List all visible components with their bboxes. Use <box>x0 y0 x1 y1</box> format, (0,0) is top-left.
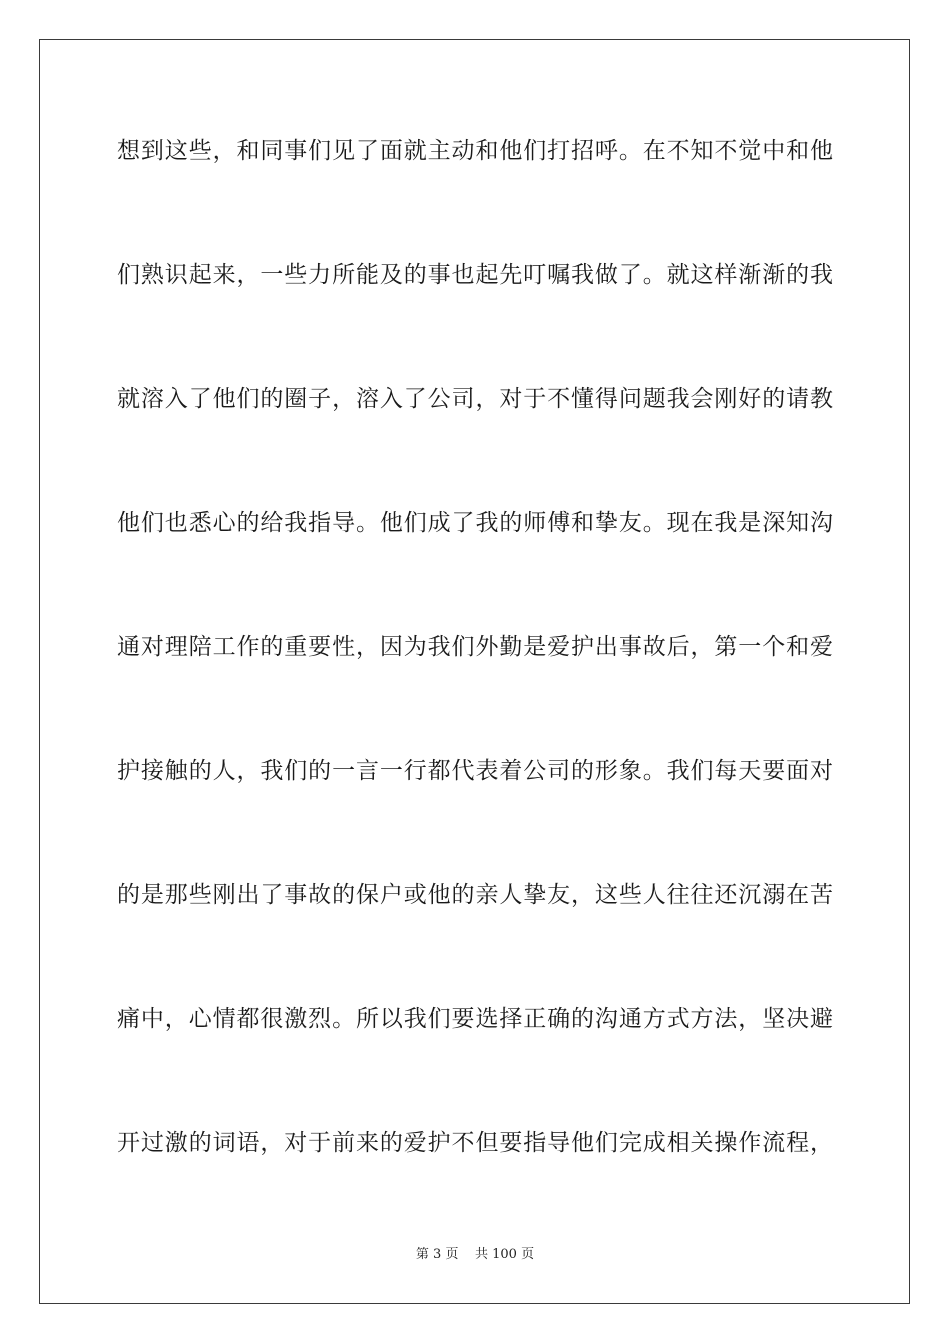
body-text-line: 想到这些，和同事们见了面就主动和他们打招呼。在不知不觉中和他 <box>117 138 833 164</box>
body-text-line: 通对理陪工作的重要性，因为我们外勤是爱护出事故后，第一个和爱 <box>117 634 833 660</box>
body-text-line: 就溶入了他们的圈子，溶入了公司，对于不懂得问题我会刚好的请教 <box>117 386 833 412</box>
body-text-line: 护接触的人，我们的一言一行都代表着公司的形象。我们每天要面对 <box>117 758 833 784</box>
page-number-footer: 第 3 页 共 100 页 <box>415 1247 535 1262</box>
body-text-line: 的是那些刚出了事故的保户或他的亲人挚友，这些人往往还沉溺在苦 <box>117 882 833 908</box>
body-text-line: 他们也悉心的给我指导。他们成了我的师傅和挚友。现在我是深知沟 <box>117 510 833 536</box>
page-frame <box>39 39 910 1304</box>
body-text-line: 痛中，心情都很激烈。所以我们要选择正确的沟通方式方法，坚决避 <box>117 1006 833 1032</box>
body-text-line: 们熟识起来，一些力所能及的事也起先叮嘱我做了。就这样渐渐的我 <box>117 262 833 288</box>
body-text-line: 开过激的词语，对于前来的爱护不但要指导他们完成相关操作流程， <box>117 1130 833 1156</box>
